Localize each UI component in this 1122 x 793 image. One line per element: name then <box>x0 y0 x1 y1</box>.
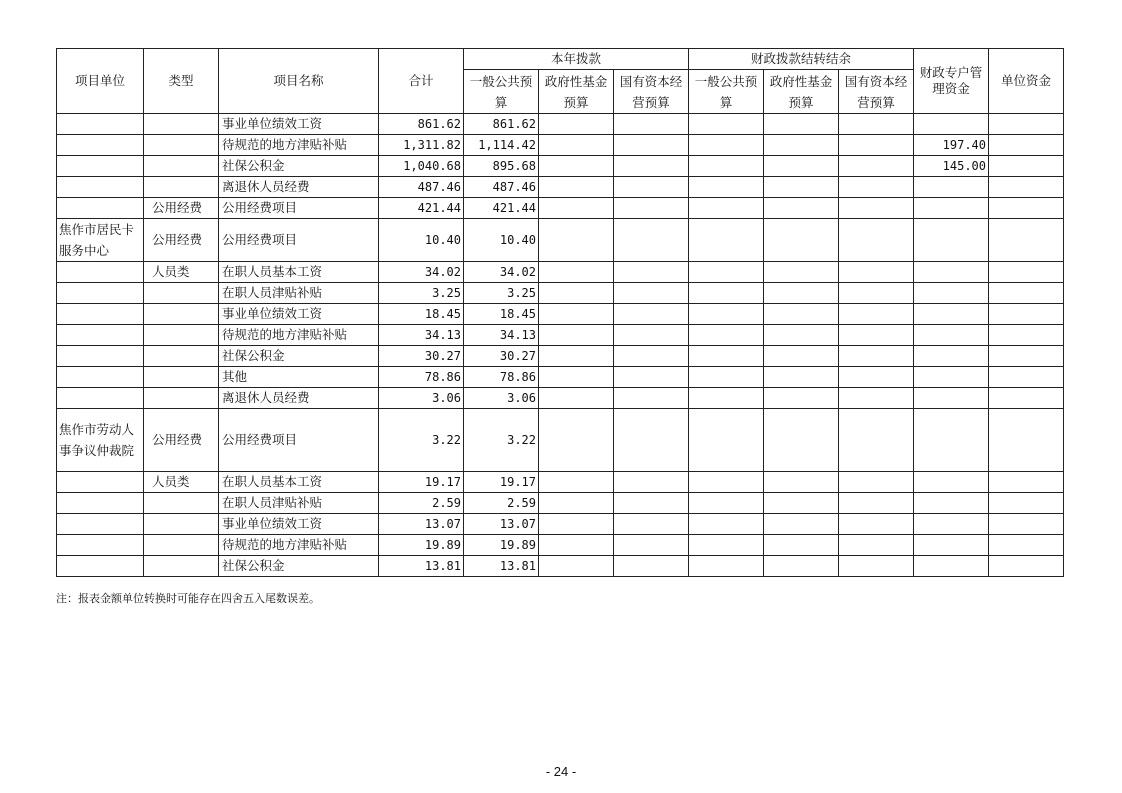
carryover-general-cell <box>689 325 764 346</box>
carryover-general-cell <box>689 198 764 219</box>
carryover-state-capital-cell <box>839 493 914 514</box>
special-account-cell <box>914 177 989 198</box>
unit-cell <box>57 114 144 135</box>
project-name-cell: 事业单位绩效工资 <box>219 304 379 325</box>
table-row <box>57 535 1064 556</box>
carryover-state-capital-cell <box>839 156 914 177</box>
unit-fund-cell <box>989 135 1064 156</box>
project-name-cell: 待规范的地方津贴补贴 <box>219 135 379 156</box>
carryover-general-cell <box>689 493 764 514</box>
carryover-state-capital-cell <box>839 346 914 367</box>
table-row <box>57 114 1064 135</box>
carryover-general-cell <box>689 283 764 304</box>
type-cell: 公用经费 <box>144 198 219 219</box>
unit-fund-cell <box>989 304 1064 325</box>
general-budget-cell: 18.45 <box>464 304 539 325</box>
carryover-general-cell <box>689 135 764 156</box>
unit-fund-cell <box>989 156 1064 177</box>
table-row <box>57 472 1064 493</box>
carryover-general-cell <box>689 262 764 283</box>
gov-fund-cell <box>539 346 614 367</box>
unit-fund-cell <box>989 388 1064 409</box>
special-account-cell <box>914 283 989 304</box>
carryover-gov-fund-cell <box>764 304 839 325</box>
general-budget-cell: 895.68 <box>464 156 539 177</box>
unit-fund-cell <box>989 114 1064 135</box>
unit-cell <box>57 388 144 409</box>
type-cell <box>144 283 219 304</box>
gov-fund-cell <box>539 367 614 388</box>
footnote: 注：报表金额单位转换时可能存在四舍五入尾数误差。 <box>56 592 320 605</box>
unit-fund-cell <box>989 493 1064 514</box>
table-row <box>57 156 1064 177</box>
general-budget-cell: 30.27 <box>464 346 539 367</box>
type-cell <box>144 346 219 367</box>
gov-fund-cell <box>539 262 614 283</box>
type-cell <box>144 325 219 346</box>
unit-fund-cell <box>989 409 1064 472</box>
unit-fund-cell <box>989 283 1064 304</box>
state-capital-cell <box>614 472 689 493</box>
general-budget-cell: 3.22 <box>464 409 539 472</box>
unit-cell: 焦作市居民卡服务中心 <box>57 219 144 262</box>
gov-fund-cell <box>539 535 614 556</box>
type-cell <box>144 135 219 156</box>
carryover-gov-fund-cell <box>764 346 839 367</box>
carryover-state-capital-cell <box>839 135 914 156</box>
header-unit: 项目单位 <box>57 49 144 114</box>
header-sub-gov-fund-budget: 政府性基金预算 <box>539 70 614 114</box>
state-capital-cell <box>614 156 689 177</box>
gov-fund-cell <box>539 409 614 472</box>
gov-fund-cell <box>539 556 614 577</box>
general-budget-cell: 1,114.42 <box>464 135 539 156</box>
total-cell: 30.27 <box>379 346 464 367</box>
unit-fund-cell <box>989 198 1064 219</box>
table-row <box>57 514 1064 535</box>
type-cell: 公用经费 <box>144 409 219 472</box>
type-cell <box>144 535 219 556</box>
state-capital-cell <box>614 388 689 409</box>
carryover-general-cell <box>689 304 764 325</box>
carryover-state-capital-cell <box>839 177 914 198</box>
carryover-gov-fund-cell <box>764 114 839 135</box>
total-cell: 2.59 <box>379 493 464 514</box>
general-budget-cell: 13.81 <box>464 556 539 577</box>
carryover-state-capital-cell <box>839 409 914 472</box>
special-account-cell <box>914 198 989 219</box>
unit-cell <box>57 325 144 346</box>
general-budget-cell: 19.89 <box>464 535 539 556</box>
carryover-gov-fund-cell <box>764 177 839 198</box>
gov-fund-cell <box>539 325 614 346</box>
total-cell: 861.62 <box>379 114 464 135</box>
unit-fund-cell <box>989 325 1064 346</box>
type-cell <box>144 556 219 577</box>
type-cell: 人员类 <box>144 262 219 283</box>
carryover-state-capital-cell <box>839 114 914 135</box>
carryover-state-capital-cell <box>839 556 914 577</box>
table-row <box>57 325 1064 346</box>
carryover-gov-fund-cell <box>764 262 839 283</box>
special-account-cell <box>914 325 989 346</box>
state-capital-cell <box>614 304 689 325</box>
project-name-cell: 公用经费项目 <box>219 198 379 219</box>
table-row <box>57 177 1064 198</box>
carryover-state-capital-cell <box>839 304 914 325</box>
gov-fund-cell <box>539 493 614 514</box>
carryover-gov-fund-cell <box>764 556 839 577</box>
state-capital-cell <box>614 346 689 367</box>
project-name-cell: 事业单位绩效工资 <box>219 114 379 135</box>
unit-fund-cell <box>989 262 1064 283</box>
carryover-general-cell <box>689 367 764 388</box>
project-name-cell: 公用经费项目 <box>219 219 379 262</box>
general-budget-cell: 34.13 <box>464 325 539 346</box>
carryover-gov-fund-cell <box>764 198 839 219</box>
gov-fund-cell <box>539 388 614 409</box>
table-row <box>57 262 1064 283</box>
carryover-state-capital-cell <box>839 219 914 262</box>
type-cell: 公用经费 <box>144 219 219 262</box>
carryover-gov-fund-cell <box>764 409 839 472</box>
special-account-cell <box>914 304 989 325</box>
carryover-gov-fund-cell <box>764 219 839 262</box>
type-cell <box>144 114 219 135</box>
carryover-gov-fund-cell <box>764 535 839 556</box>
unit-cell <box>57 198 144 219</box>
special-account-cell <box>914 388 989 409</box>
unit-fund-cell <box>989 367 1064 388</box>
special-account-cell <box>914 514 989 535</box>
header-current-year-appropriation: 本年拨款 <box>464 49 689 70</box>
general-budget-cell: 487.46 <box>464 177 539 198</box>
table-row <box>57 388 1064 409</box>
carryover-gov-fund-cell <box>764 135 839 156</box>
type-cell <box>144 493 219 514</box>
carryover-general-cell <box>689 156 764 177</box>
carryover-state-capital-cell <box>839 198 914 219</box>
table-row <box>57 304 1064 325</box>
gov-fund-cell <box>539 114 614 135</box>
total-cell: 487.46 <box>379 177 464 198</box>
general-budget-cell: 3.06 <box>464 388 539 409</box>
table-body <box>57 114 1064 577</box>
budget-table <box>56 48 1064 577</box>
unit-cell <box>57 177 144 198</box>
unit-fund-cell <box>989 535 1064 556</box>
carryover-general-cell <box>689 114 764 135</box>
gov-fund-cell <box>539 177 614 198</box>
type-cell <box>144 177 219 198</box>
state-capital-cell <box>614 198 689 219</box>
state-capital-cell <box>614 367 689 388</box>
carryover-gov-fund-cell <box>764 283 839 304</box>
carryover-gov-fund-cell <box>764 388 839 409</box>
project-name-cell: 离退休人员经费 <box>219 177 379 198</box>
header-sub-general-budget: 一般公共预算 <box>689 70 764 114</box>
general-budget-cell: 3.25 <box>464 283 539 304</box>
state-capital-cell <box>614 493 689 514</box>
state-capital-cell <box>614 177 689 198</box>
unit-cell <box>57 535 144 556</box>
total-cell: 34.02 <box>379 262 464 283</box>
special-account-cell <box>914 472 989 493</box>
unit-cell <box>57 514 144 535</box>
project-name-cell: 在职人员基本工资 <box>219 472 379 493</box>
total-cell: 10.40 <box>379 219 464 262</box>
carryover-state-capital-cell <box>839 325 914 346</box>
special-account-cell <box>914 114 989 135</box>
carryover-general-cell <box>689 346 764 367</box>
carryover-gov-fund-cell <box>764 472 839 493</box>
special-account-cell <box>914 262 989 283</box>
total-cell: 13.07 <box>379 514 464 535</box>
general-budget-cell: 78.86 <box>464 367 539 388</box>
carryover-general-cell <box>689 177 764 198</box>
header-sub-state-capital-budget: 国有资本经营预算 <box>614 70 689 114</box>
unit-fund-cell <box>989 556 1064 577</box>
state-capital-cell <box>614 283 689 304</box>
type-cell <box>144 156 219 177</box>
table-row <box>57 219 1064 262</box>
total-cell: 34.13 <box>379 325 464 346</box>
project-name-cell: 社保公积金 <box>219 346 379 367</box>
gov-fund-cell <box>539 198 614 219</box>
state-capital-cell <box>614 409 689 472</box>
total-cell: 78.86 <box>379 367 464 388</box>
state-capital-cell <box>614 114 689 135</box>
header-sub-state-capital-budget: 国有资本经营预算 <box>839 70 914 114</box>
carryover-state-capital-cell <box>839 535 914 556</box>
header-special-account-fund: 财政专户管理资金 <box>914 49 989 114</box>
project-name-cell: 待规范的地方津贴补贴 <box>219 325 379 346</box>
state-capital-cell <box>614 514 689 535</box>
unit-fund-cell <box>989 514 1064 535</box>
gov-fund-cell <box>539 283 614 304</box>
state-capital-cell <box>614 135 689 156</box>
header-row-1 <box>57 49 1064 70</box>
carryover-general-cell <box>689 219 764 262</box>
project-name-cell: 在职人员津贴补贴 <box>219 283 379 304</box>
table-row <box>57 367 1064 388</box>
special-account-cell <box>914 346 989 367</box>
special-account-cell <box>914 535 989 556</box>
project-name-cell: 公用经费项目 <box>219 409 379 472</box>
unit-fund-cell <box>989 177 1064 198</box>
special-account-cell <box>914 493 989 514</box>
state-capital-cell <box>614 262 689 283</box>
unit-cell <box>57 472 144 493</box>
header-total: 合计 <box>379 49 464 114</box>
project-name-cell: 事业单位绩效工资 <box>219 514 379 535</box>
project-name-cell: 社保公积金 <box>219 556 379 577</box>
table-row <box>57 346 1064 367</box>
header-sub-gov-fund-budget: 政府性基金预算 <box>764 70 839 114</box>
unit-cell <box>57 346 144 367</box>
header-carryover-balance: 财政拨款结转结余 <box>689 49 914 70</box>
project-name-cell: 在职人员基本工资 <box>219 262 379 283</box>
carryover-state-capital-cell <box>839 262 914 283</box>
general-budget-cell: 861.62 <box>464 114 539 135</box>
carryover-gov-fund-cell <box>764 325 839 346</box>
general-budget-cell: 19.17 <box>464 472 539 493</box>
unit-cell <box>57 262 144 283</box>
header-type: 类型 <box>144 49 219 114</box>
state-capital-cell <box>614 219 689 262</box>
gov-fund-cell <box>539 135 614 156</box>
project-name-cell: 社保公积金 <box>219 156 379 177</box>
unit-fund-cell <box>989 346 1064 367</box>
table-row <box>57 493 1064 514</box>
unit-cell <box>57 367 144 388</box>
carryover-gov-fund-cell <box>764 156 839 177</box>
total-cell: 13.81 <box>379 556 464 577</box>
gov-fund-cell <box>539 219 614 262</box>
unit-cell <box>57 304 144 325</box>
total-cell: 421.44 <box>379 198 464 219</box>
state-capital-cell <box>614 325 689 346</box>
total-cell: 18.45 <box>379 304 464 325</box>
gov-fund-cell <box>539 304 614 325</box>
type-cell: 人员类 <box>144 472 219 493</box>
total-cell: 1,040.68 <box>379 156 464 177</box>
total-cell: 1,311.82 <box>379 135 464 156</box>
carryover-state-capital-cell <box>839 472 914 493</box>
special-account-cell <box>914 367 989 388</box>
general-budget-cell: 34.02 <box>464 262 539 283</box>
special-account-cell <box>914 219 989 262</box>
table-row <box>57 283 1064 304</box>
carryover-general-cell <box>689 514 764 535</box>
type-cell <box>144 388 219 409</box>
project-name-cell: 待规范的地方津贴补贴 <box>219 535 379 556</box>
carryover-gov-fund-cell <box>764 367 839 388</box>
carryover-state-capital-cell <box>839 514 914 535</box>
header-sub-general-budget: 一般公共预算 <box>464 70 539 114</box>
general-budget-cell: 421.44 <box>464 198 539 219</box>
gov-fund-cell <box>539 472 614 493</box>
carryover-general-cell <box>689 409 764 472</box>
total-cell: 19.17 <box>379 472 464 493</box>
state-capital-cell <box>614 535 689 556</box>
gov-fund-cell <box>539 514 614 535</box>
project-name-cell: 在职人员津贴补贴 <box>219 493 379 514</box>
page-number: - 24 - <box>545 764 577 779</box>
project-name-cell: 离退休人员经费 <box>219 388 379 409</box>
table-row <box>57 409 1064 472</box>
carryover-general-cell <box>689 472 764 493</box>
carryover-gov-fund-cell <box>764 493 839 514</box>
header-project-name: 项目名称 <box>219 49 379 114</box>
total-cell: 3.22 <box>379 409 464 472</box>
table-row <box>57 556 1064 577</box>
header-unit-fund: 单位资金 <box>989 49 1064 114</box>
general-budget-cell: 13.07 <box>464 514 539 535</box>
special-account-cell <box>914 409 989 472</box>
unit-cell <box>57 493 144 514</box>
general-budget-cell: 10.40 <box>464 219 539 262</box>
carryover-general-cell <box>689 535 764 556</box>
project-name-cell: 其他 <box>219 367 379 388</box>
unit-fund-cell <box>989 219 1064 262</box>
total-cell: 3.06 <box>379 388 464 409</box>
unit-cell <box>57 156 144 177</box>
type-cell <box>144 367 219 388</box>
unit-cell: 焦作市劳动人事争议仲裁院 <box>57 409 144 472</box>
carryover-general-cell <box>689 556 764 577</box>
total-cell: 3.25 <box>379 283 464 304</box>
unit-cell <box>57 135 144 156</box>
carryover-state-capital-cell <box>839 388 914 409</box>
table-row <box>57 135 1064 156</box>
special-account-cell: 145.00 <box>914 156 989 177</box>
carryover-general-cell <box>689 388 764 409</box>
unit-cell <box>57 283 144 304</box>
carryover-state-capital-cell <box>839 367 914 388</box>
special-account-cell: 197.40 <box>914 135 989 156</box>
carryover-gov-fund-cell <box>764 514 839 535</box>
total-cell: 19.89 <box>379 535 464 556</box>
table-row <box>57 198 1064 219</box>
type-cell <box>144 514 219 535</box>
general-budget-cell: 2.59 <box>464 493 539 514</box>
unit-cell <box>57 556 144 577</box>
gov-fund-cell <box>539 156 614 177</box>
state-capital-cell <box>614 556 689 577</box>
type-cell <box>144 304 219 325</box>
special-account-cell <box>914 556 989 577</box>
carryover-state-capital-cell <box>839 283 914 304</box>
unit-fund-cell <box>989 472 1064 493</box>
